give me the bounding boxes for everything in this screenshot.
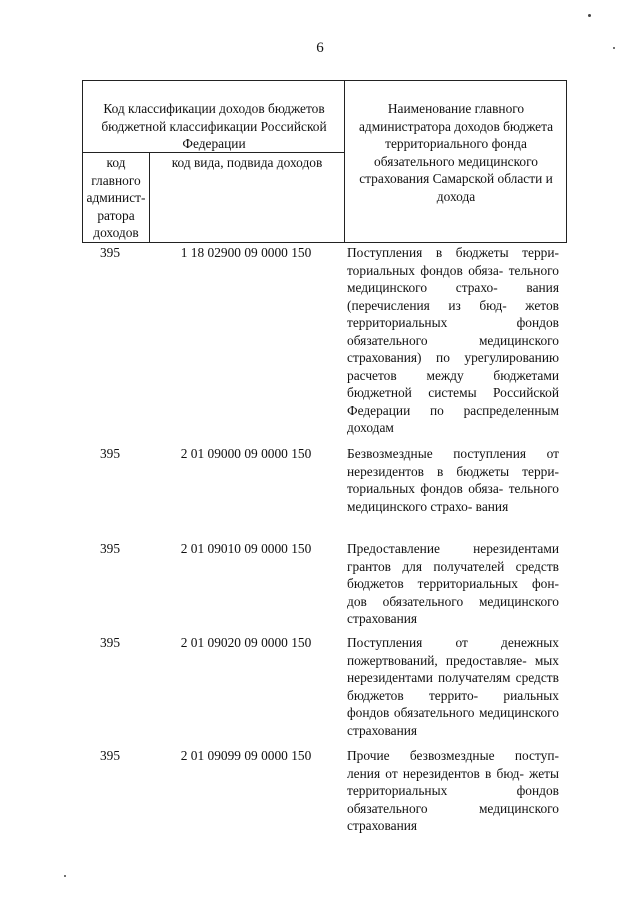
income-code: 2 01 09020 09 0000 150 <box>180 635 312 650</box>
income-code: 2 01 09000 09 0000 150 <box>180 446 312 461</box>
admin-code: 395 <box>99 541 121 556</box>
income-name: Прочие безвозмездные поступ- ления от нерезидентов в бюд- жеты территориальных фондов обязательного медицинского страхования <box>347 748 559 833</box>
scan-speck <box>64 875 66 877</box>
admin-code: 395 <box>99 635 121 650</box>
income-name: Поступления от денежных пожертвований, предоставляе- мых нерезидентами получателям средств бюджетов террито- риальных фондов обязательного медицинского страхования <box>347 635 559 738</box>
income-name: Предоставление нерезидентами грантов для получателей средств бюджетов территориальных фон- дов обязательного медицинского страхования <box>347 541 559 626</box>
income-code: 1 18 02900 09 0000 150 <box>180 245 312 260</box>
header-group-title: Код классификации доходов бюджетов бюджетной классификации Российской Федерации <box>101 101 327 151</box>
admin-code: 395 <box>99 446 121 461</box>
page-number: 6 <box>316 40 324 56</box>
scan-speck <box>613 47 615 49</box>
header-income-code: код вида, подвида доходов <box>171 155 323 170</box>
admin-code: 395 <box>99 245 121 260</box>
income-code: 2 01 09099 09 0000 150 <box>180 748 312 763</box>
header-name: Наименование главного администратора доходов бюджета территориального фонда обязательного медицинского страхования Самарской области и дохода <box>358 101 554 204</box>
scan-speck <box>588 14 591 17</box>
income-name: Безвозмездные поступления от нерезидентов в бюджеты терри- ториальных фондов обяза- тельного медицинского страхо- вания <box>347 446 559 514</box>
header-admin-code: код главного админист- ратора доходов <box>86 155 146 240</box>
income-code: 2 01 09010 09 0000 150 <box>180 541 312 556</box>
income-name: Поступления в бюджеты терри- ториальных фондов обяза- тельного медицинского страхо- вания (перечисления из бюд- жетов территориальных фондов обязательного медицинского страхования) по урегулированию расчетов между бюджетами бюджетной системы Российской Федерации по распределенным доходам <box>347 245 559 435</box>
admin-code: 395 <box>99 748 121 763</box>
